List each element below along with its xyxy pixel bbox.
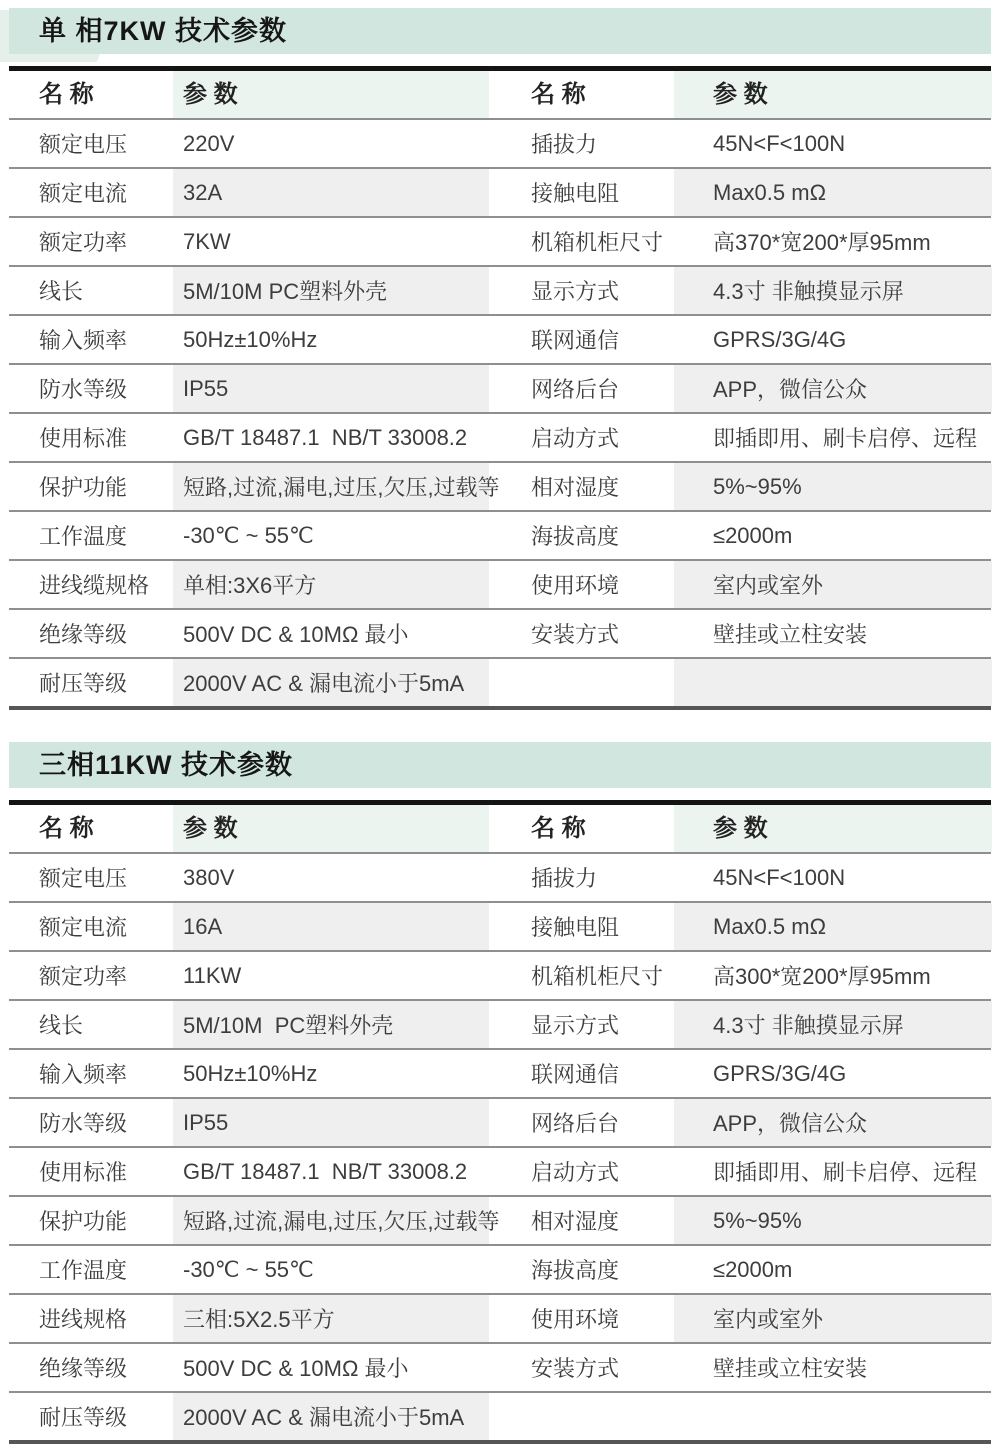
spec-value-cell: 500V DC & 10MΩ 最小 xyxy=(183,622,409,647)
section-title: 单 相7KW 技术参数 xyxy=(39,16,288,46)
spec-row xyxy=(9,1293,991,1342)
spec-name-cell: 工作温度 xyxy=(39,1258,128,1283)
spec-name-cell: 插拔力 xyxy=(531,132,598,157)
spec-name-cell: 显示方式 xyxy=(531,1013,620,1038)
spec-row xyxy=(9,1342,991,1391)
column-header-name: 名 称 xyxy=(39,815,94,842)
spec-name-cell: 输入频率 xyxy=(39,328,128,353)
spec-value-cell: 4.3寸 非触摸显示屏 xyxy=(674,267,992,314)
column-header-param: 参 数 xyxy=(674,805,992,852)
spec-value-cell: APP，微信公众 xyxy=(674,365,992,412)
spec-name-cell: 机箱机柜尺寸 xyxy=(531,964,664,989)
spec-value-cell: IP55 xyxy=(173,365,489,412)
spec-name-cell: 机箱机柜尺寸 xyxy=(531,230,664,255)
spec-name-cell: 防水等级 xyxy=(39,377,128,402)
spec-name-cell: 使用标准 xyxy=(39,1160,128,1185)
table-body xyxy=(9,118,991,706)
section-title: 三相11KW 技术参数 xyxy=(39,750,294,780)
spec-name-cell: 安装方式 xyxy=(531,622,620,647)
spec-row xyxy=(9,657,991,706)
spec-name-cell: 绝缘等级 xyxy=(39,1356,128,1381)
spec-name-cell: 接触电阻 xyxy=(531,915,620,940)
column-header-param: 参 数 xyxy=(173,805,489,852)
spec-value-cell: 5M/10M PC塑料外壳 xyxy=(173,1001,489,1048)
spec-value-cell: 高370*宽200*厚95mm xyxy=(713,230,931,255)
spec-row xyxy=(9,1244,991,1293)
spec-name-cell: 耐压等级 xyxy=(39,1405,128,1430)
section-title-banner xyxy=(9,8,991,54)
spec-value-cell: 2000V AC & 漏电流小于5mA xyxy=(173,1393,489,1440)
spec-value-cell: 室内或室外 xyxy=(674,561,992,608)
spec-value-cell: 50Hz±10%Hz xyxy=(183,1060,318,1086)
spec-row xyxy=(9,1391,991,1440)
spec-name-cell: 防水等级 xyxy=(39,1111,128,1136)
spec-value-cell: 2000V AC & 漏电流小于5mA xyxy=(173,659,489,706)
spec-value-cell: 45N<F<100N xyxy=(713,130,846,156)
spec-name-cell xyxy=(489,1393,674,1440)
spec-value-cell: ≤2000m xyxy=(713,1256,793,1282)
spec-row xyxy=(9,1146,991,1195)
spec-row xyxy=(9,118,991,167)
spec-name-cell: 接触电阻 xyxy=(531,181,620,206)
spec-value-cell xyxy=(674,1393,992,1440)
spec-name-cell: 相对湿度 xyxy=(531,475,620,500)
column-header-name: 名 称 xyxy=(531,815,586,842)
spec-name-cell: 进线规格 xyxy=(39,1307,128,1332)
spec-value-cell: IP55 xyxy=(173,1099,489,1146)
spec-row xyxy=(9,950,991,999)
spec-row xyxy=(9,510,991,559)
spec-name-cell: 绝缘等级 xyxy=(39,622,128,647)
spec-row xyxy=(9,216,991,265)
spec-name-cell: 额定功率 xyxy=(39,230,128,255)
spec-value-cell: APP，微信公众 xyxy=(674,1099,992,1146)
spec-name-cell: 输入频率 xyxy=(39,1062,128,1087)
spec-value-cell: 5%~95% xyxy=(674,1197,992,1244)
section-title-banner xyxy=(9,742,991,788)
spec-row xyxy=(9,852,991,901)
spec-name-cell: 网络后台 xyxy=(531,377,620,402)
spec-row xyxy=(9,314,991,363)
spec-value-cell: 45N<F<100N xyxy=(713,864,846,890)
spec-value-cell: 高300*宽200*厚95mm xyxy=(713,964,931,989)
spec-value-cell: 室内或室外 xyxy=(674,1295,992,1342)
spec-name-cell: 额定电流 xyxy=(39,181,128,206)
spec-value-cell xyxy=(674,659,992,706)
spec-name-cell: 使用环境 xyxy=(531,1307,620,1332)
spec-name-cell xyxy=(489,659,674,706)
spec-value-cell: GB/T 18487.1 NB/T 33008.2 xyxy=(183,1158,468,1184)
spec-value-cell: ≤2000m xyxy=(713,522,793,548)
spec-name-cell: 进线缆规格 xyxy=(39,573,150,598)
spec-value-cell: 壁挂或立柱安装 xyxy=(713,622,868,647)
spec-value-cell: 11KW xyxy=(183,962,242,988)
spec-name-cell: 相对湿度 xyxy=(531,1209,620,1234)
spec-row xyxy=(9,167,991,216)
spec-value-cell: -30℃ ~ 55℃ xyxy=(183,522,314,548)
spec-row xyxy=(9,1195,991,1244)
spec-value-cell: 即插即用、刷卡启停、远程 xyxy=(713,1160,978,1185)
spec-row xyxy=(9,412,991,461)
spec-value-cell: 5%~95% xyxy=(674,463,992,510)
spec-name-cell: 启动方式 xyxy=(531,426,620,451)
spec-value-cell: 50Hz±10%Hz xyxy=(183,326,318,352)
spec-name-cell: 显示方式 xyxy=(531,279,620,304)
spec-name-cell: 使用环境 xyxy=(531,573,620,598)
spec-row xyxy=(9,901,991,950)
column-header-param: 参 数 xyxy=(173,71,489,118)
spec-name-cell: 插拔力 xyxy=(531,866,598,891)
spec-name-cell: 使用标准 xyxy=(39,426,128,451)
spec-value-cell: 即插即用、刷卡启停、远程 xyxy=(713,426,978,451)
table-header-row xyxy=(9,805,991,852)
spec-section-single-phase-7kw xyxy=(9,0,991,710)
spec-value-cell: 短路,过流,漏电,过压,欠压,过载等 xyxy=(173,1197,489,1244)
spec-name-cell: 额定电压 xyxy=(39,132,128,157)
spec-value-cell: 7KW xyxy=(183,228,231,254)
column-header-name: 名 称 xyxy=(531,81,586,108)
spec-name-cell: 保护功能 xyxy=(39,1209,128,1234)
spec-table xyxy=(9,800,991,1444)
spec-value-cell: GB/T 18487.1 NB/T 33008.2 xyxy=(183,424,468,450)
spec-value-cell: 32A xyxy=(173,169,489,216)
spec-value-cell: 5M/10M PC塑料外壳 xyxy=(173,267,489,314)
spec-name-cell: 联网通信 xyxy=(531,328,620,353)
spec-value-cell: Max0.5 mΩ xyxy=(674,903,992,950)
spec-table xyxy=(9,66,991,710)
spec-row xyxy=(9,363,991,412)
spec-value-cell: -30℃ ~ 55℃ xyxy=(183,1256,314,1282)
column-header-param: 参 数 xyxy=(674,71,992,118)
spec-value-cell: Max0.5 mΩ xyxy=(674,169,992,216)
spec-name-cell: 海拔高度 xyxy=(531,524,620,549)
spec-value-cell: 单相:3X6平方 xyxy=(173,561,489,608)
table-header-row xyxy=(9,71,991,118)
spec-value-cell: 380V xyxy=(183,864,235,890)
spec-name-cell: 联网通信 xyxy=(531,1062,620,1087)
spec-name-cell: 耐压等级 xyxy=(39,671,128,696)
spec-name-cell: 网络后台 xyxy=(531,1111,620,1136)
spec-name-cell: 工作温度 xyxy=(39,524,128,549)
spec-name-cell: 安装方式 xyxy=(531,1356,620,1381)
spec-name-cell: 线长 xyxy=(39,279,84,304)
spec-name-cell: 海拔高度 xyxy=(531,1258,620,1283)
spec-value-cell: 短路,过流,漏电,过压,欠压,过载等 xyxy=(173,463,489,510)
table-body xyxy=(9,852,991,1440)
spec-value-cell: 4.3寸 非触摸显示屏 xyxy=(674,1001,992,1048)
spec-row xyxy=(9,608,991,657)
spec-name-cell: 额定功率 xyxy=(39,964,128,989)
spec-value-cell: 壁挂或立柱安装 xyxy=(713,1356,868,1381)
spec-section-three-phase-11kw xyxy=(9,742,991,1444)
spec-value-cell: 220V xyxy=(183,130,235,156)
spec-name-cell: 额定电压 xyxy=(39,866,128,891)
spec-name-cell: 线长 xyxy=(39,1013,84,1038)
spec-name-cell: 额定电流 xyxy=(39,915,128,940)
spec-row xyxy=(9,559,991,608)
spec-row xyxy=(9,999,991,1048)
column-header-name: 名 称 xyxy=(39,81,94,108)
spec-value-cell: 500V DC & 10MΩ 最小 xyxy=(183,1356,409,1381)
spec-row xyxy=(9,461,991,510)
spec-row xyxy=(9,1048,991,1097)
spec-value-cell: 三相:5X2.5平方 xyxy=(173,1295,489,1342)
spec-row xyxy=(9,1097,991,1146)
spec-row xyxy=(9,265,991,314)
spec-value-cell: GPRS/3G/4G xyxy=(713,1060,847,1086)
spec-name-cell: 保护功能 xyxy=(39,475,128,500)
spec-value-cell: GPRS/3G/4G xyxy=(713,326,847,352)
spec-value-cell: 16A xyxy=(173,903,489,950)
spec-name-cell: 启动方式 xyxy=(531,1160,620,1185)
